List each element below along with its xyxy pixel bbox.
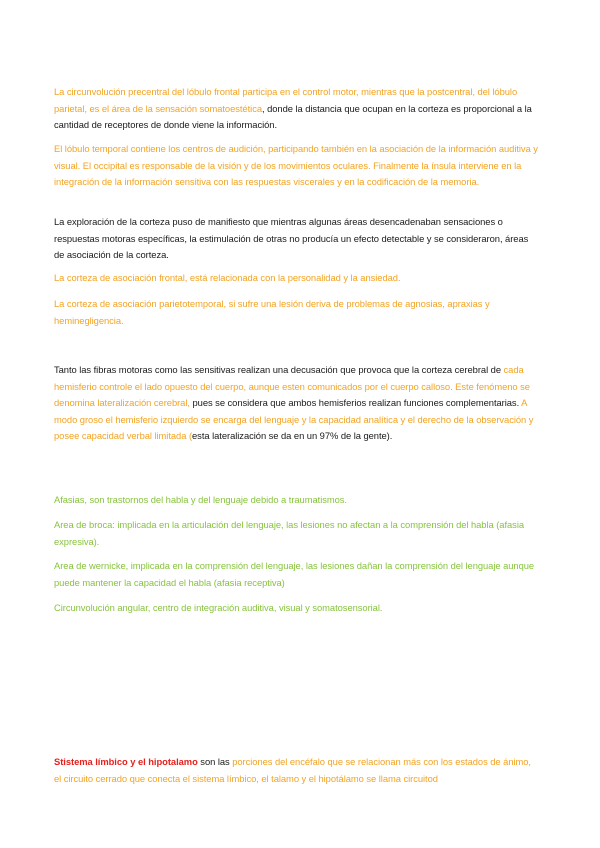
text-segment: La corteza de asociación parietotemporal, si sufre una lesión deriva de problemas de agnosias, apraxias y heminegligencia. xyxy=(54,298,490,326)
paragraph-parietotemporal-association xyxy=(54,296,540,329)
text-segment: La exploración de la corteza puso de manifiesto que mientras algunas áreas desencadenaban sensaciones o respuestas motoras específicas, la estimulación de otras no producía un efecto detectable y se consideraron, áreas de asociación de la corteza. xyxy=(54,216,529,260)
paragraph-broca-area xyxy=(54,517,540,550)
paragraph-limbic-system xyxy=(54,754,540,787)
text-segment: porciones del encéfalo que se relacionan más con los estados de ánimo, el circuito cerrado que conecta el sistema límbico, el talamo y el hipotálamo se llama circuitod xyxy=(54,756,531,784)
text-segment: Area de wernicke, implicada en la comprensión del lenguaje, las lesiones dañan la comprensión del lenguaje aunque puede mantener la capacidad el habla (afasia receptiva) xyxy=(54,560,535,588)
text-segment: La circunvolución precentral del lóbulo frontal participa en el control motor, mientras que la postcentral, del lóbulo parietal, es el área de la sensación somatoestética xyxy=(54,86,518,114)
text-segment: Circunvolución angular, centro de integración auditiva, visual y somatosensorial. xyxy=(54,602,383,613)
paragraph-lateralization xyxy=(54,362,540,445)
text-segment: Area de broca: implicada en la articulación del lenguaje, las lesiones no afectan a la comprensión del habla (afasia expresiva). xyxy=(54,519,525,547)
text-segment: Stistema límbico y el hipotalamo xyxy=(54,756,198,767)
text-segment: Afasias, son trastornos del habla y del lenguaje debido a traumatismos. xyxy=(54,494,347,505)
paragraph-temporal-occipital-insula xyxy=(54,141,540,191)
paragraph-cortex-motor-sensory xyxy=(54,84,540,134)
paragraph-aphasias xyxy=(54,492,540,509)
paragraph-frontal-association xyxy=(54,270,540,287)
text-segment: El lóbulo temporal contiene los centros de audición, participando también en la asociación de la información auditiva y visual. El occipital es responsable de la visión y de los movimientos oculares. Finalmente la ínsula interviene en la integración de la información sensitiva con las respuestas viscerales y en la codificación de la memoria. xyxy=(54,143,538,187)
text-segment: esta lateralización se da en un 97% de la gente). xyxy=(192,430,393,441)
text-segment: Tanto las fibras motoras como las sensitivas realizan una decusación que provoca que la corteza cerebral de xyxy=(54,364,504,375)
paragraph-wernicke-area xyxy=(54,558,540,591)
text-segment: pues se considera que ambos hemisferios realizan funciones complementarias. xyxy=(189,397,522,408)
text-segment: son las xyxy=(197,756,233,767)
text-segment: cada hemisferio controle el lado opuesto del cuerpo, aunque esten comunicados por el cuerpo calloso. Este fenómeno se denomina lateralización cerebral, xyxy=(54,364,530,408)
text-segment: La corteza de asociación frontal, está relacionada con la personalidad y la ansiedad. xyxy=(54,272,401,283)
paragraph-angular-gyrus xyxy=(54,600,540,617)
paragraph-cortex-exploration xyxy=(54,214,540,264)
text-segment: A modo groso el hemisferio izquierdo se encarga del lenguaje y la capacidad analítica y el derecho de la observación y posee capacidad verbal limitada ( xyxy=(54,397,534,441)
text-segment: , donde la distancia que ocupan en la corteza es proporcional a la cantidad de receptores de donde viene la información. xyxy=(54,102,532,130)
